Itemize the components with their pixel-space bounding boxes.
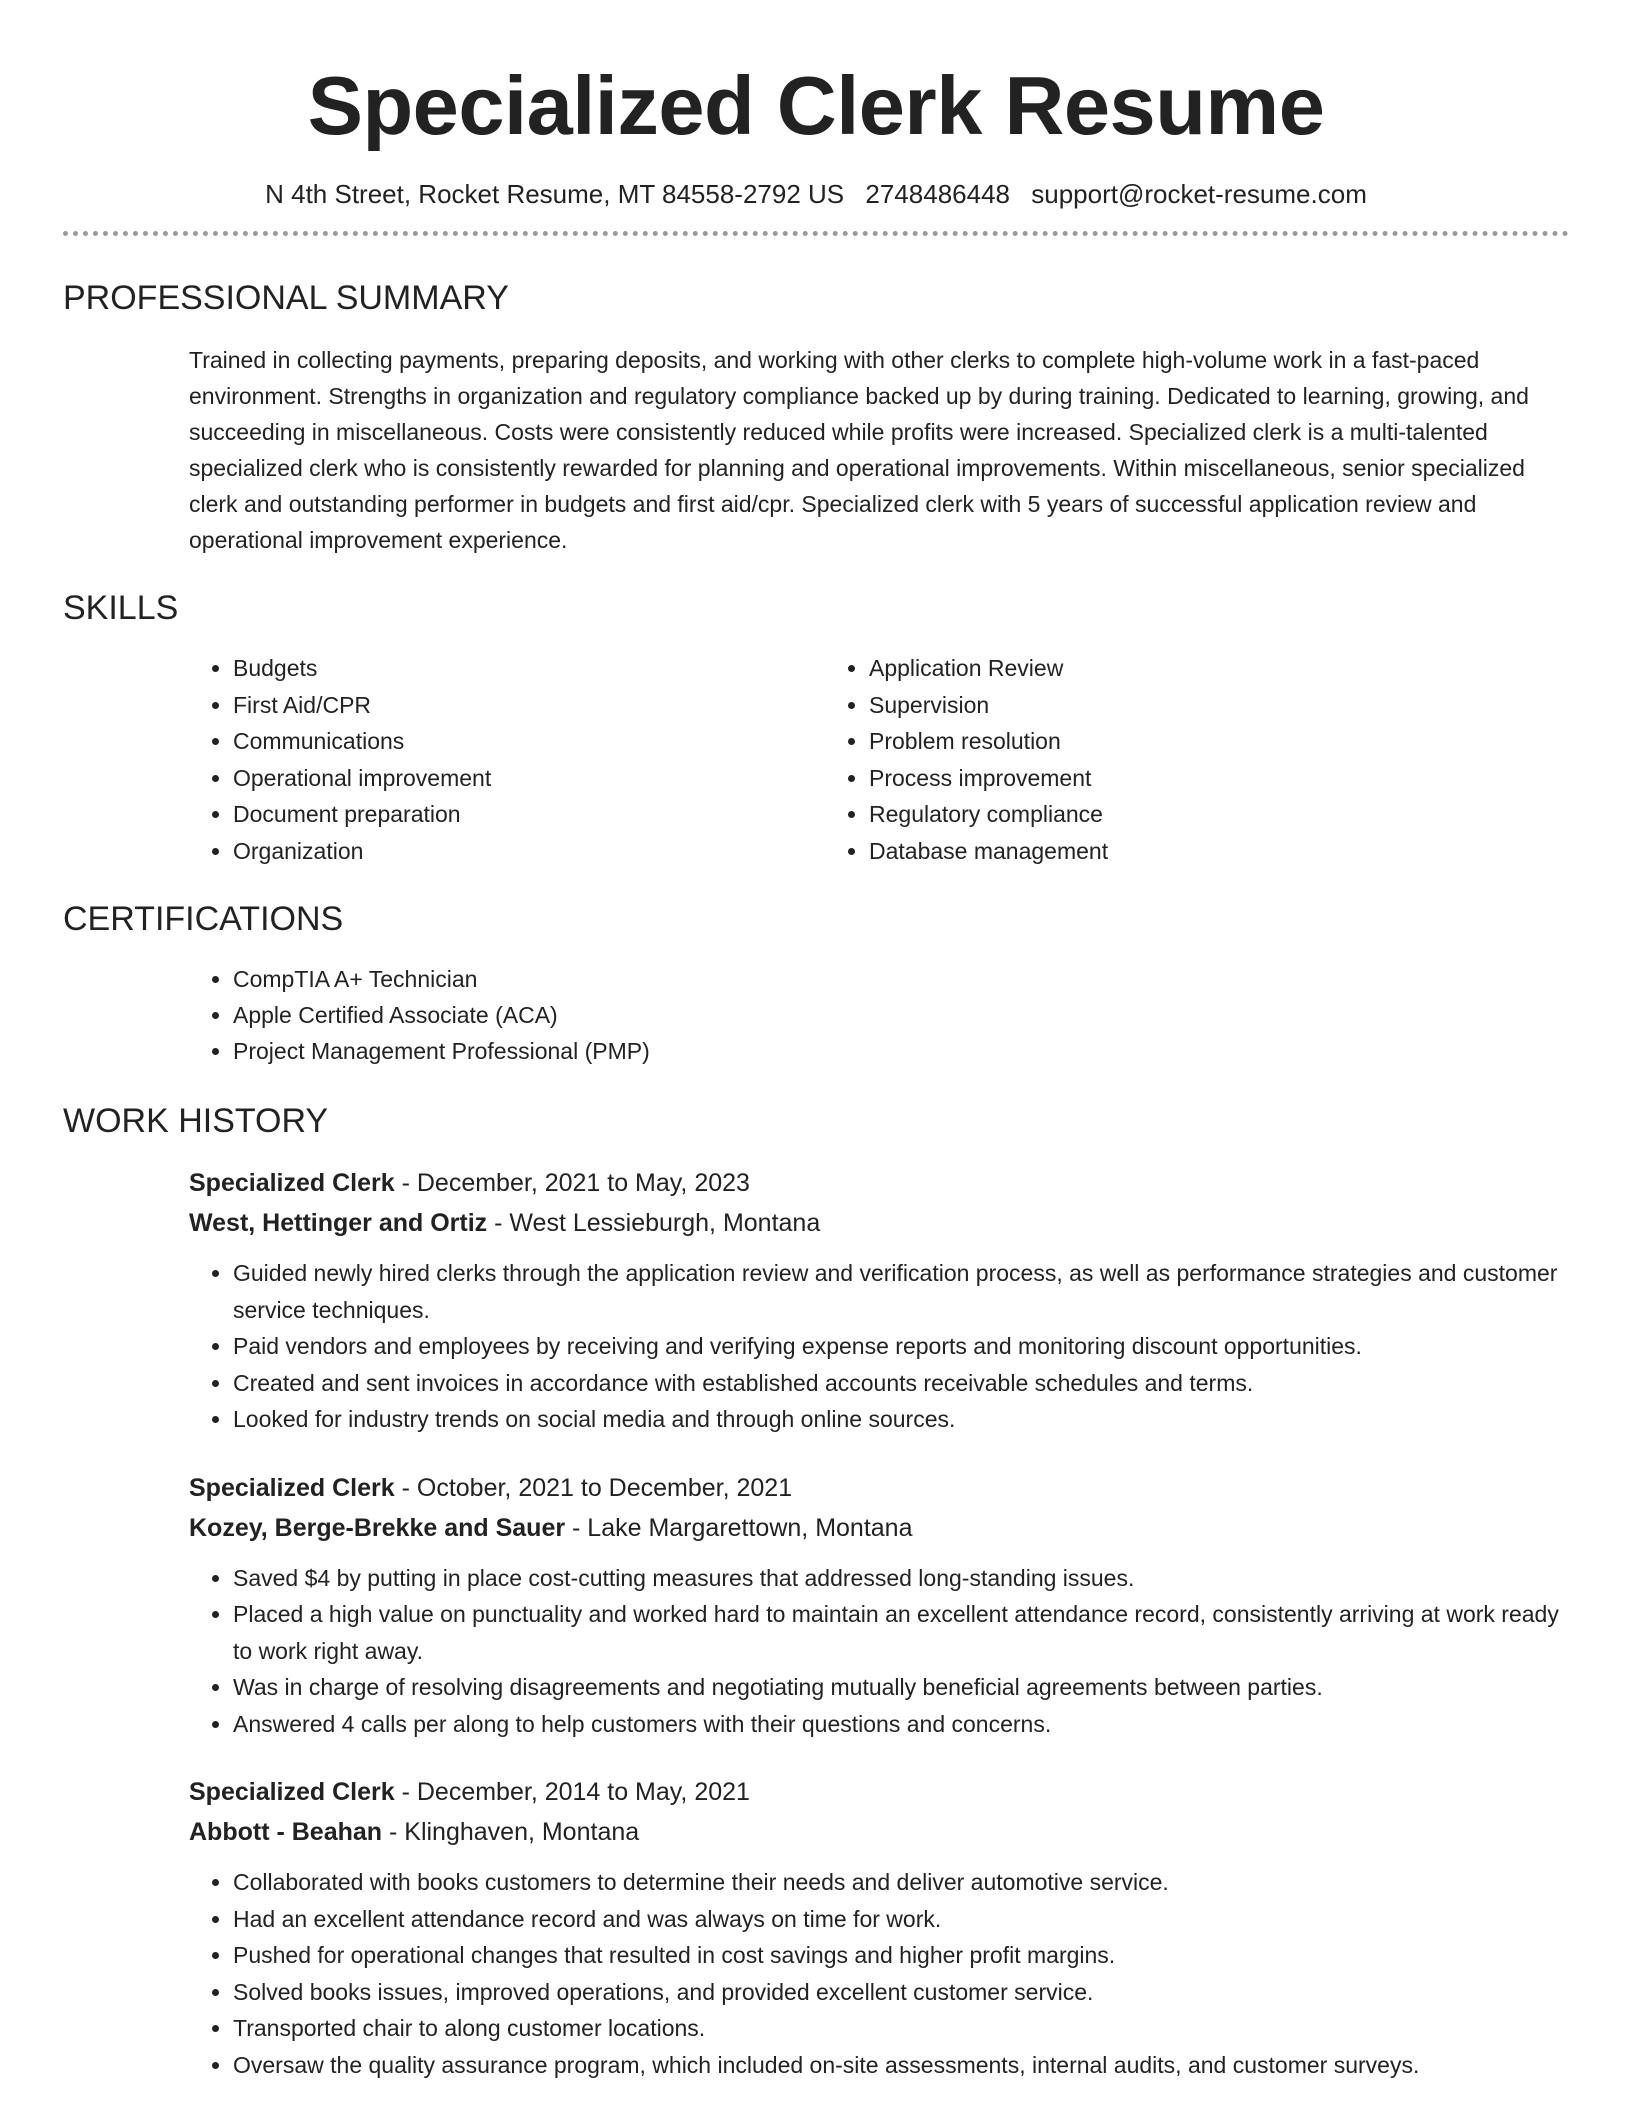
job-entry xyxy=(189,1163,1569,1438)
job-entry xyxy=(189,1468,1569,1743)
job-bullet: • Looked for industry trends on social media and through online sources. xyxy=(233,1401,1569,1438)
job-bullet-list xyxy=(189,1255,1569,1438)
job-dates: - December, 2014 to May, 2021 xyxy=(394,1778,750,1806)
job-title-line xyxy=(189,1163,1569,1203)
skill-item: • Problem resolution xyxy=(869,723,1461,760)
job-bullet: • Saved $4 by putting in place cost-cutting measures that addressed long-standing issues. xyxy=(233,1560,1569,1597)
job-bullet-list xyxy=(189,1560,1569,1743)
skill-item: • Document preparation xyxy=(233,796,825,833)
job-role: Specialized Clerk xyxy=(189,1778,395,1806)
job-entry xyxy=(189,1772,1569,2083)
skills-list xyxy=(189,650,1569,869)
job-title-line xyxy=(189,1772,1569,1812)
job-company-line xyxy=(189,1203,1569,1243)
job-bullet: • Guided newly hired clerks through the application review and verification process, as well as performance strategies and customer service techniques. xyxy=(233,1255,1569,1328)
job-dates: - December, 2021 to May, 2023 xyxy=(394,1169,750,1197)
certification-item: • Apple Certified Associate (ACA) xyxy=(233,997,1569,1033)
job-company: Abbott - Beahan xyxy=(189,1818,383,1846)
job-location: - Klinghaven, Montana xyxy=(382,1818,640,1846)
skill-item: • Budgets xyxy=(233,650,825,687)
job-company-line xyxy=(189,1812,1569,1852)
skill-item: • Process improvement xyxy=(869,760,1461,797)
skill-item: • Regulatory compliance xyxy=(869,796,1461,833)
job-bullet: • Placed a high value on punctuality and worked hard to maintain an excellent attendance record, consistently arriving at work ready to work right away. xyxy=(233,1596,1569,1669)
skill-item: • Communications xyxy=(233,723,825,760)
contact-email: support@rocket-resume.com xyxy=(1031,179,1367,209)
resume-title: Specialized Clerk Resume xyxy=(307,59,1325,152)
section-title-summary: PROFESSIONAL SUMMARY xyxy=(63,279,509,317)
certification-item: • Project Management Professional (PMP) xyxy=(233,1033,1569,1069)
job-bullet-list xyxy=(189,1864,1569,2083)
job-company-line xyxy=(189,1508,1569,1548)
skill-item: • Organization xyxy=(233,833,825,870)
job-bullet: • Transported chair to along customer locations. xyxy=(233,2010,1569,2047)
job-bullet: • Pushed for operational changes that resulted in cost savings and higher profit margins. xyxy=(233,1937,1569,1974)
section-title-skills: SKILLS xyxy=(63,589,179,627)
job-bullet: • Answered 4 calls per along to help customers with their questions and concerns. xyxy=(233,1706,1569,1743)
skill-item: • Supervision xyxy=(869,687,1461,724)
job-bullet: • Collaborated with books customers to determine their needs and deliver automotive service. xyxy=(233,1864,1569,1901)
job-location: - West Lessieburgh, Montana xyxy=(487,1209,821,1237)
job-title-line xyxy=(189,1468,1569,1508)
job-bullet: • Solved books issues, improved operations, and provided excellent customer service. xyxy=(233,1974,1569,2011)
contact-phone: 2748486448 xyxy=(865,179,1010,209)
skill-item: • First Aid/CPR xyxy=(233,687,825,724)
job-company: West, Hettinger and Ortiz xyxy=(189,1209,488,1237)
certifications-list xyxy=(189,961,1569,1069)
job-bullet: • Was in charge of resolving disagreements and negotiating mutually beneficial agreements between parties. xyxy=(233,1669,1569,1706)
skills-column-right xyxy=(825,650,1461,869)
job-role: Specialized Clerk xyxy=(189,1473,395,1502)
job-bullet: • Oversaw the quality assurance program, which included on-site assessments, internal audits, and customer surveys. xyxy=(233,2047,1569,2084)
job-bullet: • Created and sent invoices in accordance with established accounts receivable schedules and terms. xyxy=(233,1365,1569,1402)
skill-item: • Operational improvement xyxy=(233,760,825,797)
skill-item: • Database management xyxy=(869,833,1461,870)
certification-item: • CompTIA A+ Technician xyxy=(233,961,1569,997)
job-dates: - October, 2021 to December, 2021 xyxy=(394,1473,793,1502)
skills-column-left xyxy=(189,650,825,869)
job-bullet: • Had an excellent attendance record and was always on time for work. xyxy=(233,1901,1569,1938)
job-role: Specialized Clerk xyxy=(189,1169,395,1197)
job-company: Kozey, Berge-Brekke and Sauer xyxy=(189,1513,566,1542)
job-bullet: • Paid vendors and employees by receiving and verifying expense reports and monitoring discount opportunities. xyxy=(233,1328,1569,1365)
contact-address: N 4th Street, Rocket Resume, MT 84558-2792 US xyxy=(265,179,845,209)
summary-text: Trained in collecting payments, preparing deposits, and working with other clerks to complete high-volume work in a fast-paced environment. Strengths in organization and regulatory compliance backed up by during training. Dedicated to learning, growing, and succeeding in miscellaneous. Costs were consistently reduced while profits were increased. Specialized clerk is a multi-talented specialized clerk who is consistently rewarded for planning and operational improvements. Within miscellaneous, senior specialized clerk and outstanding performer in budgets and first aid/cpr. Specialized clerk with 5 years of successful application review and operational improvement experience. xyxy=(189,347,1529,553)
section-title-work-history: WORK HISTORY xyxy=(63,1102,329,1140)
contact-line xyxy=(63,178,1569,210)
job-location: - Lake Margarettown, Montana xyxy=(565,1513,913,1542)
work-history-list xyxy=(63,1163,1569,2083)
skill-item: • Application Review xyxy=(869,650,1461,687)
section-title-certifications: CERTIFICATIONS xyxy=(63,900,344,938)
header-divider xyxy=(63,231,1569,236)
